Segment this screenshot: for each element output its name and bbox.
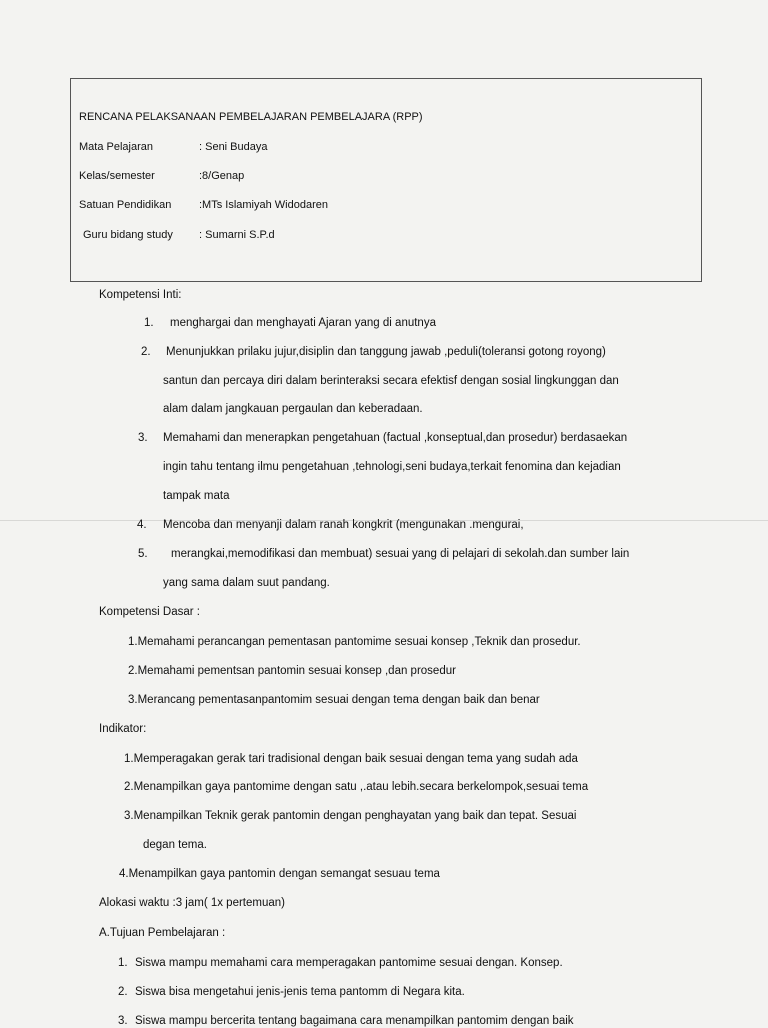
tujuan-heading: A.Tujuan Pembelajaran : bbox=[99, 927, 226, 939]
indikator-item: 4.Menampilkan gaya pantomin dengan semangat sesuau tema bbox=[119, 868, 440, 880]
ki-item-4-num: 4. bbox=[137, 519, 147, 531]
ki-item-2-text: alam dalam jangkauan pergaulan dan keberadaan. bbox=[163, 403, 423, 415]
indikator-item: 3.Menampilkan Teknik gerak pantomin dengan penghayatan yang baik dan tepat. Sesuai bbox=[124, 810, 577, 822]
ki-item-2-num: 2. bbox=[141, 346, 151, 358]
field-value: : Seni Budaya bbox=[199, 141, 268, 153]
field-mata-pelajaran bbox=[79, 141, 153, 153]
ki-item-3-text: ingin tahu tentang ilmu pengetahuan ,tehnologi,seni budaya,terkait fenomina dan kejadian bbox=[163, 461, 621, 473]
rpp-title: RENCANA PELAKSANAAN PEMBELAJARAN PEMBELAJARA (RPP) bbox=[79, 111, 423, 123]
field-value: :8/Genap bbox=[199, 170, 245, 182]
field-value: :MTs Islamiyah Widodaren bbox=[199, 199, 328, 211]
ki-item-4-text: Mencoba dan menyanji dalam ranah kongkrit (mengunakan .mengurai, bbox=[163, 519, 524, 531]
alokasi-waktu: Alokasi waktu :3 jam( 1x pertemuan) bbox=[99, 897, 285, 909]
indikator-heading: Indikator: bbox=[99, 723, 147, 735]
ki-item-1-num: 1. bbox=[144, 317, 154, 329]
ki-item-5-text: yang sama dalam suut pandang. bbox=[163, 577, 330, 589]
tujuan-item-num: 2. bbox=[118, 986, 128, 998]
ki-heading: Kompetensi Inti: bbox=[99, 289, 182, 301]
kd-item: 1.Memahami perancangan pementasan pantomime sesuai konsep ,Teknik dan prosedur. bbox=[128, 636, 581, 648]
ki-item-2-text: santun dan percaya diri dalam berinteraksi secara efektisf dengan sosial lingkunggan dan bbox=[163, 375, 619, 387]
field-kelas-semester bbox=[79, 170, 155, 182]
field-label: Satuan Pendidikan bbox=[79, 199, 172, 211]
indikator-item: 1.Memperagakan gerak tari tradisional dengan baik sesuai dengan tema yang sudah ada bbox=[124, 753, 578, 765]
tujuan-item-text: Siswa mampu bercerita tentang bagaimana cara menampilkan pantomim dengan baik bbox=[135, 1015, 574, 1027]
tujuan-item-text: Siswa mampu memahami cara memperagakan pantomime sesuai dengan. Konsep. bbox=[135, 957, 563, 969]
tujuan-item-num: 1. bbox=[118, 957, 128, 969]
ki-item-5-text: merangkai,memodifikasi dan membuat) sesuai yang di pelajari di sekolah.dan sumber lain bbox=[171, 548, 630, 560]
header-box bbox=[70, 78, 702, 282]
field-label: Guru bidang study bbox=[83, 229, 173, 241]
field-value: : Sumarni S.P.d bbox=[199, 229, 275, 241]
ki-item-2-text: Menunjukkan prilaku jujur,disiplin dan tanggung jawab ,peduli(toleransi gotong royong) bbox=[166, 346, 606, 358]
indikator-item: 2.Menampilkan gaya pantomime dengan satu ,.atau lebih.secara berkelompok,sesuai tema bbox=[124, 781, 589, 793]
ki-item-3-text: tampak mata bbox=[163, 490, 230, 502]
field-label: Kelas/semester bbox=[79, 170, 155, 182]
kd-heading: Kompetensi Dasar : bbox=[99, 606, 200, 618]
ki-item-5-num: 5. bbox=[138, 548, 148, 560]
tujuan-item-text: Siswa bisa mengetahui jenis-jenis tema pantomm di Negara kita. bbox=[135, 986, 465, 998]
field-guru bbox=[83, 229, 173, 241]
ki-item-1-text: menghargai dan menghayati Ajaran yang di anutnya bbox=[170, 317, 436, 329]
field-label: Mata Pelajaran bbox=[79, 141, 153, 153]
kd-item: 2.Memahami pementsan pantomin sesuai konsep ,dan prosedur bbox=[128, 665, 456, 677]
ki-item-3-num: 3. bbox=[138, 432, 148, 444]
field-satuan-pendidikan bbox=[79, 199, 171, 211]
tujuan-item-num: 3. bbox=[118, 1015, 128, 1027]
kd-item: 3.Merancang pementasanpantomim sesuai dengan tema dengan baik dan benar bbox=[128, 694, 540, 706]
ki-item-3-text: Memahami dan menerapkan pengetahuan (factual ,konseptual,dan prosedur) berdasaekan bbox=[163, 432, 628, 444]
indikator-item: degan tema. bbox=[143, 839, 207, 851]
